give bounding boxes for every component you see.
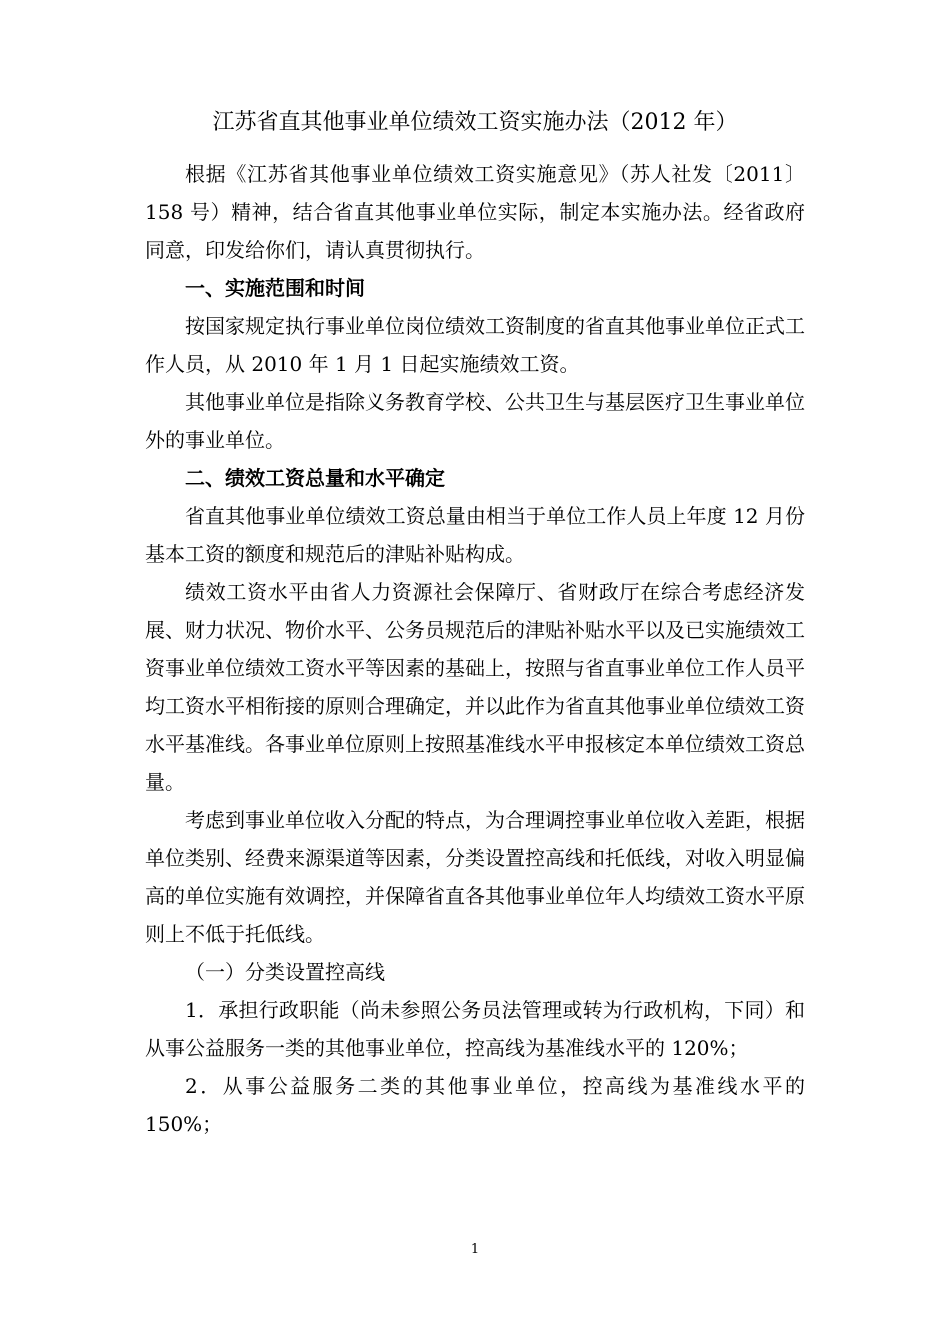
- document-title: 江苏省直其他事业单位绩效工资实施办法（2012 年）: [212, 110, 738, 135]
- page-number: 1: [470, 1242, 480, 1257]
- section-heading-total: 二、绩效工资总量和水平确定: [185, 466, 445, 490]
- paragraph-level: 绩效工资水平由省人力资源社会保障厅、省财政厅在综合考虑经济发展、财力状况、物价水平、公务员规范后的津贴补贴水平以及已实施绩效工资事业单位绩效工资水平等因素的基础上，按照与省直事业单位工作人员平均工资水平相衔接的原则合理确定，并以此作为省直其他事业单位绩效工资水平基准线。各事业单位原则上按照基准线水平申报核定本单位绩效工资总量。: [145, 580, 805, 794]
- paragraph-total: 省直其他事业单位绩效工资总量由相当于单位工作人员上年度 12 月份基本工资的额度和规范后的津贴补贴构成。: [145, 504, 805, 566]
- subsection-heading: （一）分类设置控高线: [185, 960, 385, 984]
- list-item-2: 2．从事公益服务二类的其他事业单位，控高线为基准线水平的 150%；: [145, 1074, 805, 1136]
- document-body: [145, 155, 805, 1143]
- paragraph-control: 考虑到事业单位收入分配的特点，为合理调控事业单位收入差距，根据单位类别、经费来源渠道等因素，分类设置控高线和托低线，对收入明显偏高的单位实施有效调控，并保障省直各其他事业单位年人均绩效工资水平原则上不低于托低线。: [145, 808, 805, 946]
- intro-paragraph: 根据《江苏省其他事业单位绩效工资实施意见》（苏人社发〔2011〕158 号）精神，结合省直其他事业单位实际，制定本实施办法。经省政府同意，印发给你们，请认真贯彻执行。: [145, 162, 805, 262]
- section-heading-scope: 一、实施范围和时间: [185, 276, 365, 300]
- list-item-1: 1．承担行政职能（尚未参照公务员法管理或转为行政机构，下同）和从事公益服务一类的其他事业单位，控高线为基准线水平的 120%；: [145, 998, 805, 1060]
- paragraph-scope: 按国家规定执行事业单位岗位绩效工资制度的省直其他事业单位正式工作人员，从 2010 年 1 月 1 日起实施绩效工资。: [145, 314, 805, 376]
- paragraph-definition: 其他事业单位是指除义务教育学校、公共卫生与基层医疗卫生事业单位外的事业单位。: [145, 390, 805, 452]
